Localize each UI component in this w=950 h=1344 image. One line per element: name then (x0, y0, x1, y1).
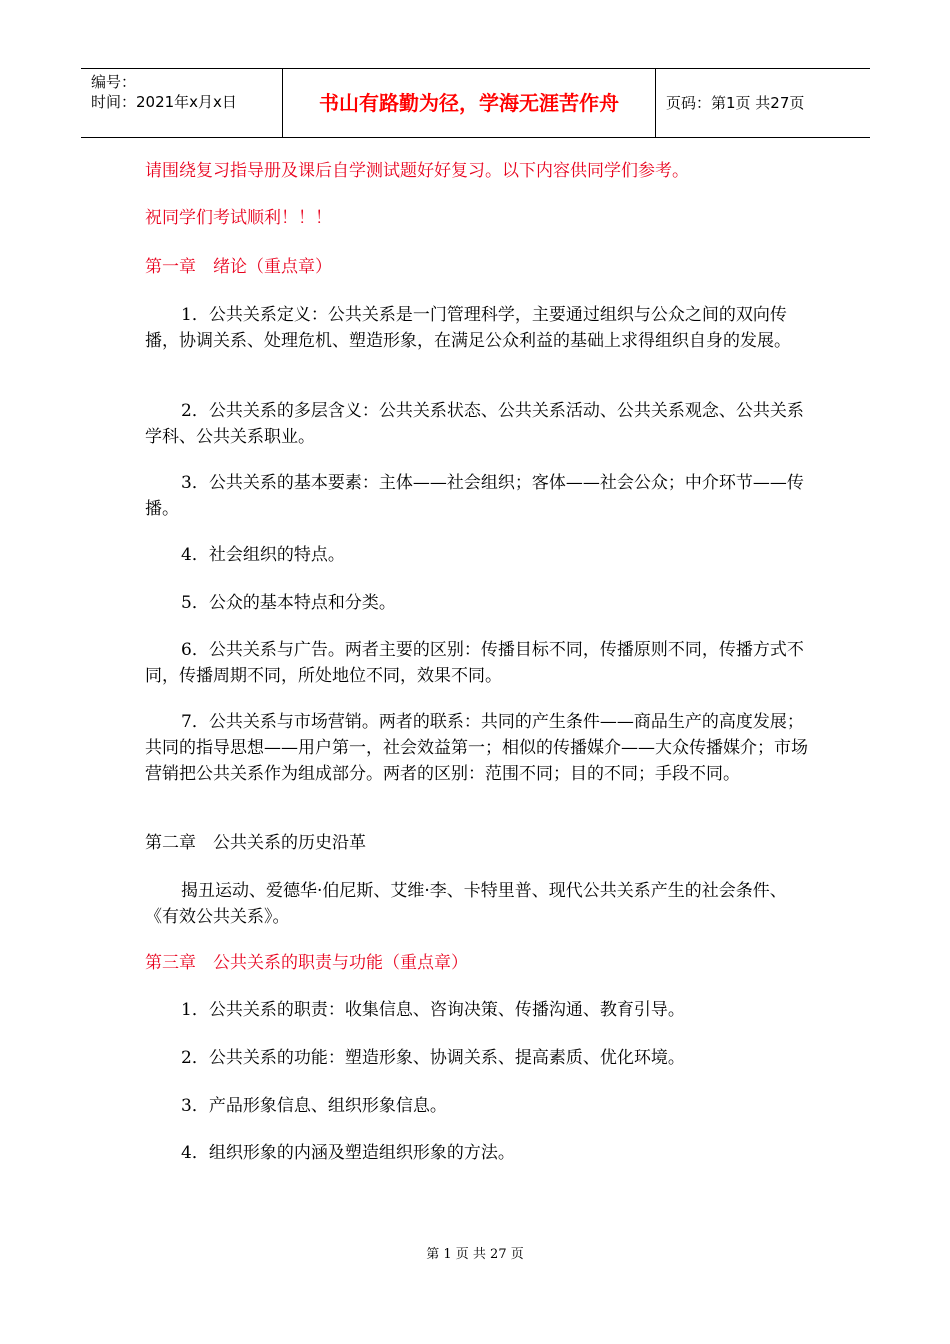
chapter-1-item-4: 4．社会组织的特点。 (181, 545, 345, 565)
chapter-3-item-3: 3．产品形象信息、组织形象信息。 (181, 1096, 447, 1116)
chapter-1-item-2: 2．公共关系的多层含义：公共关系状态、公共关系活动、公共关系观念、公共关系学科、公共关系职业。 (145, 401, 804, 447)
chapter-2-body: 揭丑运动、爱德华·伯尼斯、艾维·李、卡特里普、现代公共关系产生的社会条件、《有效公共关系》。 (145, 881, 787, 927)
chapter-3-item-1: 1．公共关系的职责：收集信息、咨询决策、传播沟通、教育引导。 (181, 1000, 685, 1020)
chapter-1-item-3: 3．公共关系的基本要素：主体——社会组织；客体——社会公众；中介环节——传播。 (145, 473, 804, 519)
notice-line-2: 祝同学们考试顺利！！！ (145, 208, 332, 228)
chapter-1-item-6: 6．公共关系与广告。两者主要的区别：传播目标不同，传播原则不同，传播方式不同，传播周期不同，所处地位不同，效果不同。 (145, 640, 804, 686)
chapter-1-item-1: 1．公共关系定义：公共关系是一门管理科学，主要通过组织与公众之间的双向传播，协调关系、处理危机、塑造形象，在满足公众利益的基础上求得组织自身的发展。 (145, 305, 791, 351)
chapter-1-item-5: 5．公众的基本特点和分类。 (181, 593, 396, 613)
chapter-3-item-4: 4．组织形象的内涵及塑造组织形象的方法。 (181, 1143, 515, 1163)
chapter-3-title: 第三章 公共关系的职责与功能（重点章） (145, 953, 468, 973)
chapter-1-item-7: 7．公共关系与市场营销。两者的联系：共同的产生条件——商品生产的高度发展；共同的指导思想——用户第一，社会效益第一；相似的传播媒介——大众传播媒介；市场营销把公共关系作为组成部分。两者的区别：范围不同；目的不同；手段不同。 (145, 712, 808, 784)
time-label: 时间：2021年x月x日 (91, 93, 237, 111)
page-footer: 第 1 页 共 27 页 (426, 1247, 524, 1262)
notice-line-1: 请围绕复习指导册及课后自学测试题好好复习。以下内容供同学们参考。 (145, 161, 689, 181)
chapter-3-item-2: 2．公共关系的功能：塑造形象、协调关系、提高素质、优化环境。 (181, 1048, 685, 1068)
chapter-1-title: 第一章 绪论（重点章） (145, 257, 332, 277)
page-code: 页码：第1页 共27页 (666, 94, 805, 112)
number-label: 编号： (91, 73, 137, 91)
motto: 书山有路勤为径，学海无涯苦作舟 (283, 69, 656, 137)
chapter-2-title: 第二章 公共关系的历史沿革 (145, 833, 366, 853)
document-header (81, 68, 870, 138)
header-meta-cell (81, 69, 283, 137)
